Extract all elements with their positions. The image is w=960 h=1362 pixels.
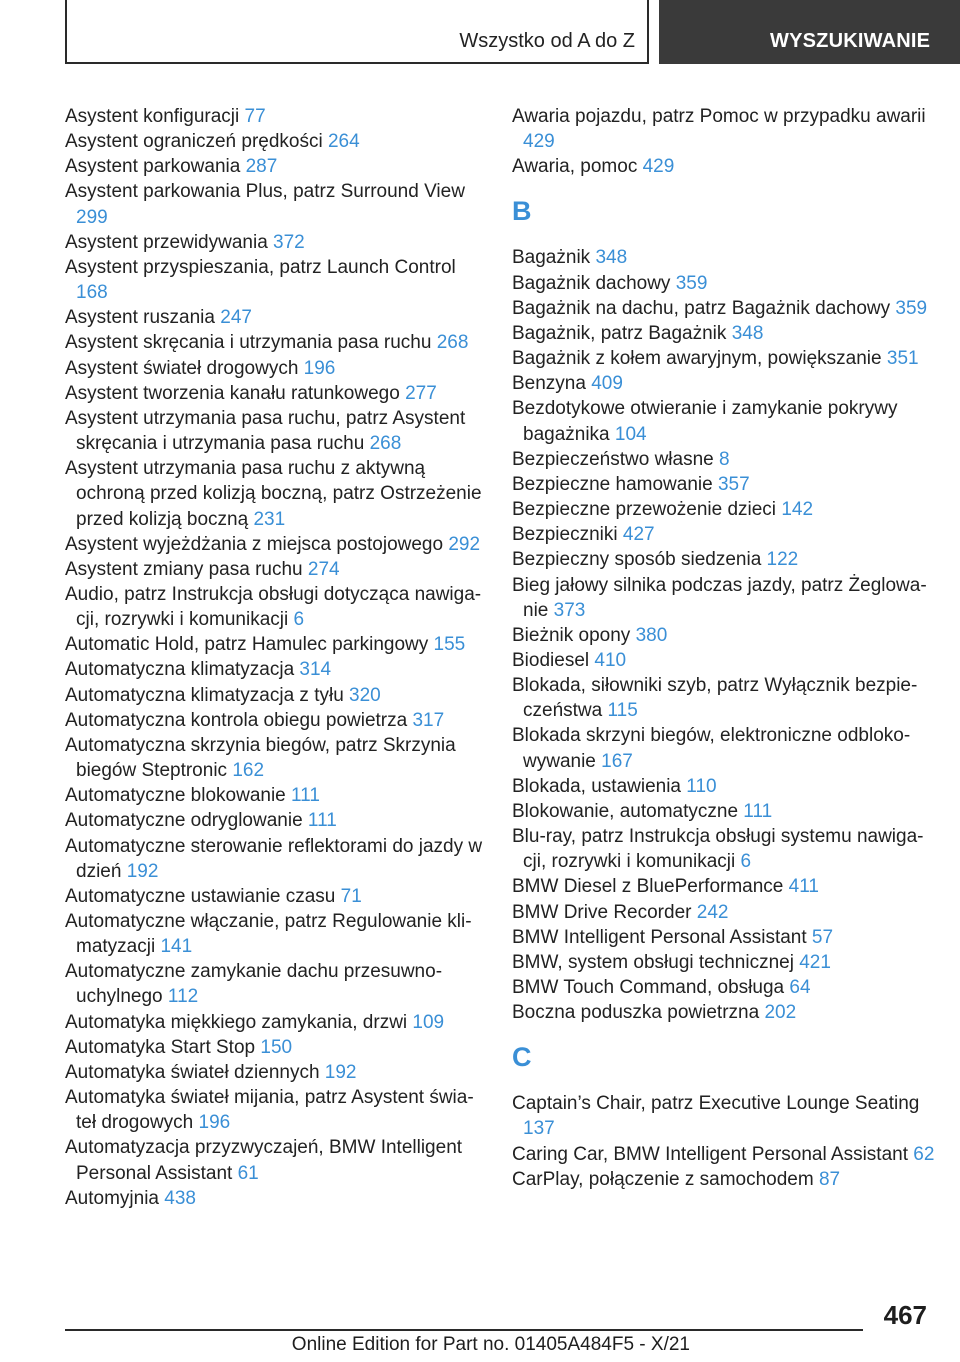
index-entry	[65, 406, 485, 456]
index-entry-term: Automyjnia	[65, 1187, 165, 1209]
index-entry-term: Blokada, ustawienia	[512, 775, 687, 797]
index-entry	[65, 456, 485, 531]
index-entry	[65, 683, 485, 708]
index-entry-term: Benzyna	[512, 373, 592, 395]
index-entry-term: Biodiesel	[512, 649, 595, 671]
page-reference-link[interactable]: 264	[327, 131, 360, 153]
page-reference-link[interactable]: 314	[299, 659, 332, 681]
index-entry	[65, 330, 485, 355]
index-entry-term: Asystent konfiguracji	[65, 106, 245, 127]
page-reference-link[interactable]: 104	[614, 423, 647, 445]
index-entry-term: Bagażnik, patrz Bagażnik	[512, 322, 732, 344]
index-entry-term: Automatyka miękkiego zamykania, drzwi	[65, 1011, 413, 1033]
index-entry	[65, 1010, 485, 1035]
index-entry-term: Awaria, pomoc	[512, 156, 643, 178]
index-entry	[512, 1142, 937, 1167]
search-tab-label: WYSZUKIWANIE	[770, 30, 931, 52]
index-entry-term: Automatyczna skrzynia biegów, patrz Skrzynia biegów Steptronic	[65, 734, 456, 782]
index-entry	[512, 673, 937, 723]
index-entry	[512, 396, 937, 446]
page-reference-link[interactable]: 317	[412, 709, 445, 731]
index-entry	[65, 532, 485, 557]
index-entry	[512, 522, 937, 547]
page-reference-link[interactable]: 231	[253, 508, 286, 530]
index-entry	[65, 909, 485, 959]
index-entry	[512, 623, 937, 648]
page-reference-link[interactable]: 202	[764, 1002, 797, 1024]
page-reference-link[interactable]: 62	[913, 1143, 935, 1165]
index-entry-term: Asystent skręcania i utrzymania pasa ruchu	[65, 332, 437, 354]
index-entry-term: Bieg jałowy silnika podczas jazdy, patrz Żeglowanie	[512, 574, 927, 621]
index-entry	[65, 808, 485, 833]
index-entry-term: Asystent utrzymania pasa ruchu z aktywną ochroną przed kolizją boczną, patrz Ostrzeżenie przed kolizją boczną	[65, 458, 482, 530]
page-reference-link[interactable]: 351	[886, 348, 919, 370]
index-entry	[65, 959, 485, 1009]
index-entry-term: CarPlay, połączenie z samochodem	[512, 1168, 819, 1190]
index-entry	[512, 104, 937, 154]
index-entry-term: Bieżnik opony	[512, 624, 636, 646]
index-entry-term: Blokada skrzyni biegów, elektroniczne odblokowywanie	[512, 725, 911, 772]
index-entry	[65, 632, 485, 657]
index-entry-term: Asystent parkowania	[65, 156, 246, 178]
page-reference-link[interactable]: 247	[220, 307, 252, 329]
index-entry	[512, 371, 937, 396]
index-entry-term: Automatyka świateł mijania, patrz Asystent świateł drogowych	[65, 1087, 474, 1134]
page-reference-link[interactable]: 112	[167, 986, 199, 1008]
index-entry-term: Audio, patrz Instrukcja obsługi dotycząca nawigacji, rozrywki i komunikacji	[65, 583, 482, 631]
page-reference-link[interactable]: 71	[340, 885, 362, 907]
index-entry	[512, 1091, 937, 1141]
index-entry-term: Automatyka świateł dziennych	[65, 1061, 325, 1083]
page-reference-link[interactable]: 320	[349, 684, 381, 706]
index-entry	[512, 900, 937, 925]
index-entry	[65, 1186, 485, 1211]
index-entry	[512, 321, 937, 346]
index-entry	[65, 179, 485, 229]
page-reference-link[interactable]: 141	[160, 936, 193, 958]
page-reference-link[interactable]: 111	[743, 800, 773, 822]
page-reference-link[interactable]: 167	[601, 750, 633, 772]
index-entry	[512, 154, 937, 179]
page-reference-link[interactable]: 196	[303, 357, 336, 379]
footer-edition: Online Edition for Part no. 01405A484F5 - X/21	[291, 1334, 690, 1355]
index-entry-term: Automatyczne zamykanie dachu przesuwnouchylnego	[65, 961, 443, 1008]
page-reference-link[interactable]: 155	[433, 634, 466, 656]
index-entry-term: Bagażnik na dachu, patrz Bagażnik dachowy	[512, 297, 896, 319]
page-reference-link[interactable]: 268	[436, 332, 469, 354]
page-reference-link[interactable]: 150	[260, 1036, 293, 1058]
page-reference-link[interactable]: 409	[591, 373, 623, 395]
index-entry-term: Bezpieczne przewożenie dzieci	[512, 499, 782, 521]
index-entry-term: Bagażnik	[512, 247, 596, 269]
page-reference-link[interactable]: 110	[686, 775, 717, 797]
page-reference-link[interactable]: 6	[293, 609, 305, 631]
index-entry-term: Automatyczne sterowanie reflektorami do jazdy w dzień	[65, 835, 483, 882]
index-entry-term: Boczna poduszka powietrzna	[512, 1002, 765, 1024]
index-entry-term: Automatyczne ustawianie czasu	[65, 885, 341, 907]
index-entry-term: Caring Car, BMW Intelligent Personal Assistant	[512, 1143, 914, 1165]
index-entry	[512, 497, 937, 522]
page-reference-link[interactable]: 348	[731, 322, 764, 344]
index-entry	[512, 648, 937, 673]
index-entry	[65, 154, 485, 179]
index-column-right	[512, 104, 937, 1192]
index-entry-term: BMW Drive Recorder	[512, 901, 697, 923]
index-entry-term: Asystent przyspieszania, patrz Launch Control	[65, 256, 456, 278]
page-reference-link[interactable]: 61	[237, 1162, 259, 1184]
page-reference-link[interactable]: 359	[675, 272, 708, 294]
index-entry-term: Asystent ruszania	[65, 307, 221, 329]
footer-divider	[65, 1329, 863, 1331]
index-entry-term: BMW, system obsługi technicznej	[512, 951, 800, 973]
index-entry	[65, 884, 485, 909]
page-reference-link[interactable]: 277	[405, 382, 437, 404]
index-entry-term: Automatyczne włączanie, patrz Regulowanie klimatyzacji	[65, 911, 472, 958]
index-entry-term: Bagażnik dachowy	[512, 272, 676, 294]
index-entry	[65, 834, 485, 884]
index-entry	[65, 1135, 485, 1185]
index-entry	[65, 1085, 485, 1135]
page-reference-link[interactable]: 429	[642, 156, 675, 178]
page-number: 467	[883, 1300, 927, 1330]
page-reference-link[interactable]: 359	[895, 297, 928, 319]
page-reference-link[interactable]: 274	[307, 558, 340, 580]
index-entry-term: Asystent wyjeżdżania z miejsca postojowego	[65, 533, 449, 555]
index-column-left	[65, 104, 485, 1211]
page-reference-link[interactable]: 411	[788, 876, 819, 898]
page-reference-link[interactable]: 142	[781, 499, 814, 521]
page-reference-link[interactable]: 429	[523, 131, 555, 153]
index-entry-term: Bezdotykowe otwieranie i zamykanie pokrywy bagażnika	[512, 398, 898, 445]
index-entry	[512, 245, 937, 270]
page-reference-link[interactable]: 122	[766, 549, 799, 571]
page-reference-link[interactable]: 87	[818, 1168, 841, 1190]
page-reference-link[interactable]: 115	[607, 700, 638, 722]
page-reference-link[interactable]: 292	[448, 533, 481, 555]
index-entry	[65, 557, 485, 582]
page-reference-link[interactable]: 268	[369, 433, 402, 455]
page-reference-link[interactable]: 8	[719, 448, 730, 470]
index-entry-term: Automatyczna klimatyzacja	[65, 659, 300, 681]
index-entry	[65, 356, 485, 381]
index-entry	[512, 774, 937, 799]
page-reference-link[interactable]: 438	[164, 1187, 196, 1209]
index-entry	[512, 975, 937, 1000]
index-entry-term: Automatyka Start Stop	[65, 1036, 261, 1058]
index-entry-term: Blokada, siłowniki szyb, patrz Wyłącznik bezpieczeństwa	[512, 675, 918, 722]
index-entry-term: BMW Intelligent Personal Assistant	[512, 926, 812, 948]
page-reference-link[interactable]: 410	[594, 649, 627, 671]
page-reference-link[interactable]: 109	[412, 1011, 445, 1033]
index-entry	[512, 925, 937, 950]
index-entry	[65, 582, 485, 632]
index-entry-term: Automatyczna klimatyzacja z tyłu	[65, 684, 350, 706]
index-entry	[65, 104, 485, 129]
index-entry	[512, 824, 937, 874]
index-entry	[65, 657, 485, 682]
page-reference-link[interactable]: 111	[307, 810, 337, 832]
page-reference-link[interactable]: 242	[696, 901, 729, 923]
page-reference-link[interactable]: 357	[717, 473, 750, 495]
page-reference-link[interactable]: 192	[126, 860, 159, 882]
index-entry	[512, 1000, 937, 1025]
page-reference-link[interactable]: 380	[635, 624, 668, 646]
index-entry-term: Asystent świateł drogowych	[65, 357, 304, 379]
index-entry-term: Captain’s Chair, patrz Executive Lounge Seating	[512, 1093, 920, 1115]
index-entry	[512, 271, 937, 296]
index-entry	[65, 1060, 485, 1085]
index-entry	[512, 346, 937, 371]
page-reference-link[interactable]: 111	[291, 785, 320, 807]
index-entry	[512, 950, 937, 975]
index-entry	[512, 1167, 937, 1192]
index-entry	[512, 874, 937, 899]
index-entry	[512, 296, 937, 321]
page-reference-link[interactable]: 162	[232, 760, 265, 782]
index-entry-term: Asystent zmiany pasa ruchu	[65, 558, 308, 580]
index-entry	[65, 733, 485, 783]
breadcrumb: Wszystko od A do Z	[459, 30, 635, 52]
index-entry-term: Automatyczna kontrola obiegu powietrza	[65, 709, 413, 731]
index-entry	[512, 447, 937, 472]
index-entry-term: Asystent przewidywania	[65, 231, 274, 253]
index-entry-term: Bagażnik z kołem awaryjnym, powiększanie	[512, 348, 887, 370]
index-entry	[512, 799, 937, 824]
index-entry-term: BMW Touch Command, obsługa	[512, 977, 790, 998]
page-reference-link[interactable]: 168	[76, 282, 108, 304]
index-entry-term: Bezpieczeństwo własne	[512, 448, 719, 470]
index-entry	[65, 1035, 485, 1060]
page-reference-link[interactable]: 6	[740, 851, 752, 873]
index-entry	[65, 129, 485, 154]
index-entry-term: Blu-ray, patrz Instrukcja obsługi systemu nawigacji, rozrywki i komunikacji	[512, 826, 924, 873]
index-entry-term: Automatic Hold, patrz Hamulec parkingowy	[65, 634, 434, 656]
index-entry-term: Blokowanie, automatyczne	[512, 800, 744, 822]
index-entry-term: Bezpieczniki	[512, 524, 623, 546]
index-letter-heading: B	[512, 196, 532, 227]
page-reference-link[interactable]: 57	[811, 926, 834, 948]
page-reference-link[interactable]: 287	[245, 156, 278, 178]
page-reference-link[interactable]: 373	[553, 599, 586, 621]
index-entry	[65, 255, 485, 305]
breadcrumb-tab[interactable]	[65, 0, 649, 64]
index-entry	[65, 305, 485, 330]
index-entry	[512, 723, 937, 773]
index-entry-term: BMW Diesel z BluePerformance	[512, 876, 789, 898]
page-reference-link[interactable]: 421	[799, 951, 831, 973]
index-entry	[512, 472, 937, 497]
index-entry	[65, 708, 485, 733]
index-entry-term: Bezpieczny sposób siedzenia	[512, 549, 767, 571]
index-entry-term: Awaria pojazdu, patrz Pomoc w przypadku awarii	[512, 106, 926, 127]
page-reference-link[interactable]: 372	[273, 231, 305, 253]
search-tab[interactable]	[659, 0, 960, 64]
index-entry	[65, 783, 485, 808]
index-entry-term: Asystent ograniczeń prędkości	[65, 131, 328, 153]
index-entry-term: Automatyczne odryglowanie	[65, 810, 308, 832]
page-reference-link[interactable]: 196	[198, 1112, 231, 1134]
page-reference-link[interactable]: 137	[523, 1118, 555, 1140]
page-reference-link[interactable]: 64	[789, 977, 811, 998]
index-entry-term: Asystent parkowania Plus, patrz Surround View	[65, 181, 465, 203]
index-entry-term: Bezpieczne hamowanie	[512, 473, 718, 495]
index-entry-term: Automatyzacja przyzwyczajeń, BMW Intelligent Personal Assistant	[65, 1137, 463, 1184]
index-entry	[512, 573, 937, 623]
index-entry-term: Automatyczne blokowanie	[65, 785, 292, 807]
index-entry	[65, 230, 485, 255]
page-reference-link[interactable]: 77	[244, 106, 266, 127]
index-letter-heading: C	[512, 1042, 532, 1073]
index-entry	[512, 547, 937, 572]
page-reference-link[interactable]: 427	[622, 524, 655, 546]
index-entry-term: Asystent utrzymania pasa ruchu, patrz Asystent skręcania i utrzymania pasa ruchu	[65, 407, 466, 455]
page-reference-link[interactable]: 192	[324, 1061, 357, 1083]
index-entry-term: Asystent tworzenia kanału ratunkowego	[65, 382, 406, 404]
page-reference-link[interactable]: 348	[595, 247, 628, 269]
page-reference-link[interactable]: 299	[76, 206, 108, 228]
index-entry	[65, 381, 485, 406]
